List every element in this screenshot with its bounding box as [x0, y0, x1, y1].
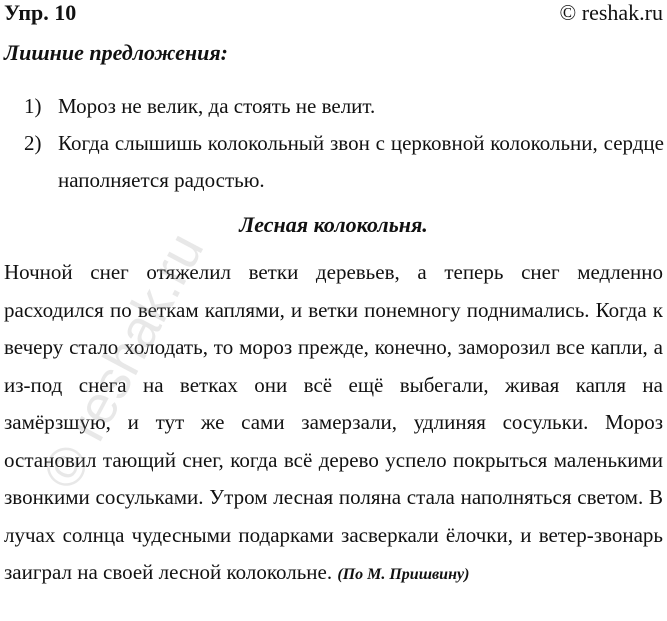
site-copyright: © reshak.ru [559, 0, 663, 25]
list-item [24, 88, 664, 125]
list-item-text: Когда слышишь колокольный звон с церковной колокольни, сердце наполняется радостью. [58, 131, 664, 192]
story-body: Ночной снег отяжелил ветки деревьев, а теперь снег медленно расходился по веткам каплями, и ветки понемногу поднимались. Когда к вечеру стало холодать, то мороз прежде, конечно, заморозил все капли, а из-под снега на ветках они всё ещё выбегали, живая капля на замёрзшую, и тут же сами замерзали, удлиняя сосульки. Мороз остановил тающий снег, когда всё дерево успело покрыться маленькими звонкими сосульками. Утром лесная поляна стала наполняться светом. В лучах солнца чудесными подарками засверкали ёлочки, и ветер-звонарь заиграл на своей лесной колокольне. [4, 260, 663, 584]
header [4, 0, 663, 26]
extra-sentences-list [24, 88, 664, 199]
watermark: © reshak.ru [30, 223, 216, 499]
story-title: Лесная колокольня. [239, 212, 428, 237]
list-item-number: 1) [24, 94, 42, 118]
story-author: (По М. Пришвину) [337, 566, 470, 583]
extra-sentences-heading: Лишние предложения: [4, 40, 229, 65]
story-text [4, 254, 663, 594]
exercise-number: Упр. 10 [4, 0, 77, 25]
list-item-number: 2) [24, 131, 42, 155]
list-item [24, 125, 664, 199]
list-item-text: Мороз не велик, да стоять не велит. [58, 94, 376, 118]
